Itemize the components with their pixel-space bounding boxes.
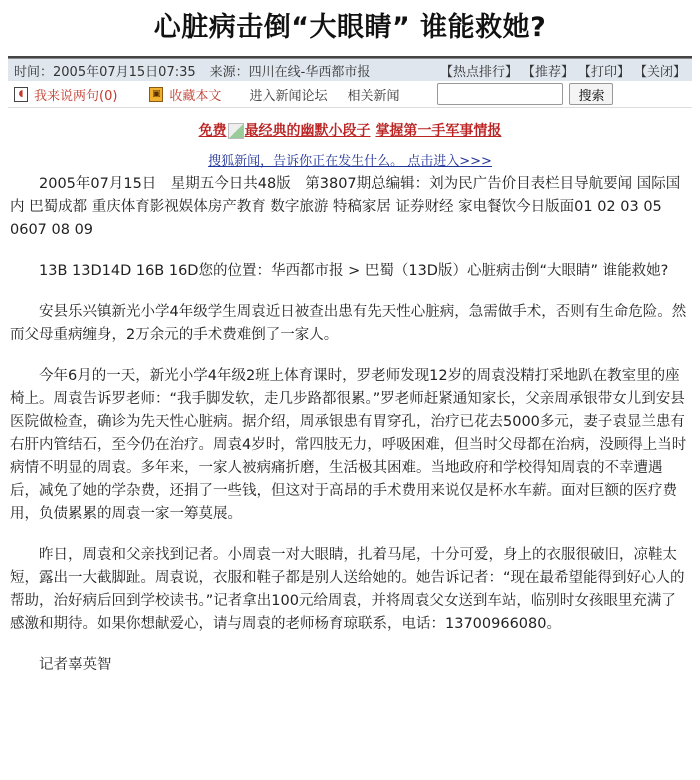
speaker-icon: ◖: [14, 87, 28, 102]
breadcrumb: 13B 13D14D 16B 16D您的位置：华西都市报 > 巴蜀（13D版）心脏病击倒“大眼睛” 谁能救她?: [39, 263, 669, 279]
sohu-news-link[interactable]: 搜狐新闻，告诉你正在发生什么。 点击进入>>>: [208, 154, 492, 169]
free-link[interactable]: 免费: [198, 123, 227, 139]
publish-time: 时间：2005年07月15日07:35: [14, 64, 196, 80]
action-bar: [8, 81, 692, 108]
article-title: 心脏病击倒“大眼睛” 谁能救她?: [153, 12, 547, 43]
source: 来源：四川在线-华西都市报: [209, 64, 371, 80]
favorite-link[interactable]: [149, 85, 221, 104]
comment-label: 我来说两句(0): [34, 88, 118, 104]
hot-ranking-link[interactable]: 【热点排行】: [439, 64, 518, 80]
article-body: [0, 173, 700, 677]
search-button[interactable]: 搜索: [569, 83, 613, 105]
newspaper-nav: 2005年07月15日 星期五今日共48版 第3807期总编辑：刘为民广告价目表栏目导航要闻 国际国内 巴蜀成都 重庆体育影视娱体房产教育 数字旅游 特稿家居 证券财经 家电餐饮今日版面01 02 03 05 0607 08 09: [10, 176, 681, 238]
paragraph: 昨日，周袁和父亲找到记者。小周袁一对大眼睛，扎着马尾，十分可爱，身上的衣服很破旧，凉鞋太短，露出一大截脚趾。周袁说，衣服和鞋子都是别人送给她的。她告诉记者：“现在最希望能得到好心人的帮助，治好病后回到学校读书。”记者拿出100元给周袁，并将周袁父女送到车站，临别时女孩眼里充满了感激和期待。如果你想献爱心，请与周袁的老师杨育琼联系，电话：13700966080。: [10, 547, 685, 632]
favorite-label: 收藏本文: [169, 88, 222, 104]
related-news-link[interactable]: 相关新闻: [347, 88, 400, 104]
author-byline: 记者辜英智: [39, 657, 112, 673]
recommend-link[interactable]: 【推荐】: [521, 64, 574, 80]
print-link[interactable]: 【打印】: [577, 64, 630, 80]
bookmark-icon: ▣: [149, 87, 163, 102]
promo-links: [0, 120, 700, 140]
paragraph: 安县乐兴镇新光小学4年级学生周袁近日被查出患有先天性心脏病，急需做手术，否则有生命危险。然而父母重病缠身，2万余元的手术费难倒了一家人。: [10, 304, 687, 343]
comment-link[interactable]: [14, 85, 117, 104]
search-input[interactable]: [437, 83, 563, 105]
broken-image-icon: [228, 123, 244, 139]
forum-link[interactable]: 进入新闻论坛: [249, 88, 328, 104]
paragraph: 今年6月的一天，新光小学4年级2班上体育课时，罗老师发现12岁的周袁没精打采地趴在教室里的座椅上。周袁告诉罗老师：“我手脚发软，走几步路都很累。”罗老师赶紧通知家长，父亲周承银带女儿到安县医院做检查，确诊为先天性心脏病。据介绍，周承银患有胃穿孔，治疗已花去5000多元，妻子袁显兰患有右肝内管结石，至今仍在治疗。周袁4岁时，常四肢无力，呼吸困难，但当时父母都在治病，没顾得上当时病情不明显的周袁。多年来，一家人被病痛折磨，生活极其困难。当地政府和学校得知周袁的不幸遭遇后，减免了她的学杂费，还捐了一些钱，但这对于高昂的手术费用来说仅是杯水车薪。面对巨额的医疗费用，负债累累的周袁一家一筹莫展。: [10, 368, 687, 522]
military-link[interactable]: 掌握第一手军事情报: [375, 123, 502, 139]
jokes-link[interactable]: 最经典的幽默小段子: [244, 123, 371, 139]
info-bar: [8, 58, 692, 81]
close-link[interactable]: 【关闭】: [633, 64, 686, 80]
sohu-banner: [0, 150, 700, 169]
